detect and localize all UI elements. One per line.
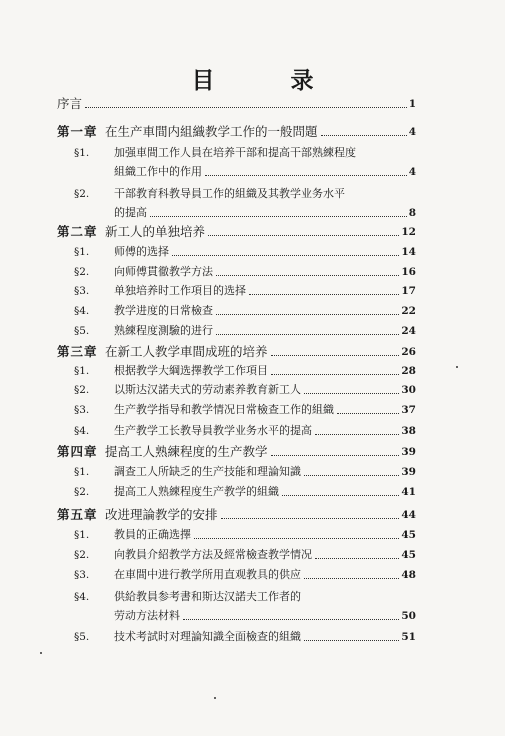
leader-dots bbox=[194, 537, 399, 539]
entry-title: 組織工作中的作用 bbox=[114, 165, 202, 178]
toc-section-entry bbox=[74, 206, 416, 220]
entry-title-line: 供給教員参考書和斯达汉諾夫工作者的 bbox=[114, 590, 301, 603]
entry-title: 教員的正确选擇 bbox=[114, 528, 191, 541]
leader-dots bbox=[304, 639, 399, 641]
leader-dots bbox=[337, 412, 399, 414]
toc-section-entry bbox=[74, 568, 416, 582]
leader-dots bbox=[183, 618, 399, 620]
page-number: 4 bbox=[408, 166, 416, 178]
toc-chapter-entry bbox=[57, 97, 416, 111]
toc-entry-first-line bbox=[74, 146, 356, 160]
page-number: 24 bbox=[401, 325, 416, 337]
toc-section-entry bbox=[74, 383, 416, 397]
section-number: §4. bbox=[74, 425, 90, 437]
toc-entry-first-line bbox=[74, 187, 345, 201]
toc-section-entry bbox=[74, 403, 416, 417]
page-number: 45 bbox=[401, 529, 416, 541]
toc-section-entry bbox=[74, 265, 416, 279]
entry-title: 在生产車間内組織教学工作的一般問題 bbox=[105, 124, 318, 139]
section-number: §2. bbox=[74, 188, 90, 200]
entry-title: 根据教学大綱选擇教学工作項目 bbox=[114, 364, 268, 377]
speck-mark bbox=[456, 366, 458, 368]
section-number: §3. bbox=[74, 404, 90, 416]
chapter-number: 第四章 bbox=[57, 444, 98, 459]
toc-section-entry bbox=[74, 548, 416, 562]
toc-section-entry bbox=[74, 630, 416, 644]
toc-section-entry bbox=[74, 165, 416, 179]
entry-title: 熟練程度測驗的进行 bbox=[114, 324, 213, 337]
entry-title: 技术考試时对理論知識全面檢查的組織 bbox=[114, 630, 301, 643]
page-number: 38 bbox=[401, 425, 416, 437]
toc-section-entry bbox=[74, 245, 416, 259]
toc-section-entry bbox=[74, 284, 416, 298]
entry-title: 提高工人熟練程度生产教学的組織 bbox=[114, 485, 279, 498]
entry-title: 新工人的单独培养 bbox=[105, 224, 206, 239]
entry-title: 生产教学指导和教学情况日常檢查工作的組織 bbox=[114, 403, 334, 416]
leader-dots bbox=[216, 313, 399, 315]
entry-title-line: 加强車間工作人員在培养干部和提高干部熟練程度 bbox=[114, 146, 356, 159]
page-number: 51 bbox=[401, 631, 416, 643]
entry-title: 以斯达汉諾夫式的劳动素养教育新工人 bbox=[114, 383, 301, 396]
chapter-number: 第一章 bbox=[57, 124, 98, 139]
page-number: 16 bbox=[401, 266, 416, 278]
toc-section-entry bbox=[74, 465, 416, 479]
page-number: 39 bbox=[401, 466, 416, 478]
page-number: 28 bbox=[401, 365, 416, 377]
toc-section-entry bbox=[74, 424, 416, 438]
leader-dots bbox=[282, 494, 399, 496]
toc-section-entry bbox=[74, 609, 416, 623]
entry-title: 序言 bbox=[57, 96, 83, 111]
page-number: 37 bbox=[401, 404, 416, 416]
section-number: §2. bbox=[74, 384, 90, 396]
toc-chapter-entry bbox=[57, 225, 416, 239]
section-number: §1. bbox=[74, 365, 90, 377]
toc-chapter-entry bbox=[57, 445, 416, 459]
section-number: §5. bbox=[74, 325, 90, 337]
section-number: §2. bbox=[74, 549, 90, 561]
entry-title: 单独培养时工作項目的选择 bbox=[114, 284, 246, 297]
section-number: §1. bbox=[74, 466, 90, 478]
page-number: 22 bbox=[401, 305, 416, 317]
leader-dots bbox=[315, 433, 399, 435]
leader-dots bbox=[172, 254, 399, 256]
page-number: 17 bbox=[401, 285, 416, 297]
toc-section-entry bbox=[74, 364, 416, 378]
leader-dots bbox=[321, 134, 407, 136]
entry-title: 在車間中进行教学所用直观教具的供应 bbox=[114, 568, 301, 581]
entry-title: 劳动方法材料 bbox=[114, 609, 180, 622]
page-number: 12 bbox=[401, 226, 416, 238]
page-number: 48 bbox=[401, 569, 416, 581]
entry-title: 調查工人所缺乏的生产技能和理論知識 bbox=[114, 465, 301, 478]
page-number: 45 bbox=[401, 549, 416, 561]
leader-dots bbox=[221, 517, 400, 519]
section-number: §4. bbox=[74, 591, 90, 603]
entry-title: 改进理論教学的安排 bbox=[105, 507, 218, 522]
section-number: §5. bbox=[74, 631, 90, 643]
chapter-number: 第三章 bbox=[57, 344, 98, 359]
toc-section-entry bbox=[74, 304, 416, 318]
entry-title: 的提高 bbox=[114, 206, 147, 219]
entry-title: 师傅的选择 bbox=[114, 245, 169, 258]
leader-dots bbox=[315, 557, 399, 559]
chapter-number: 第五章 bbox=[57, 507, 98, 522]
section-number: §1. bbox=[74, 246, 90, 258]
entry-title-line: 干部教育科教导員工作的組織及其教学业务水平 bbox=[114, 187, 345, 200]
page-number: 30 bbox=[401, 384, 416, 396]
section-number: §4. bbox=[74, 305, 90, 317]
page-number: 14 bbox=[401, 246, 416, 258]
leader-dots bbox=[271, 454, 400, 456]
speck-mark bbox=[40, 652, 42, 654]
speck-mark bbox=[214, 697, 216, 699]
leader-dots bbox=[271, 354, 400, 356]
toc-chapter-entry bbox=[57, 345, 416, 359]
toc-section-entry bbox=[74, 528, 416, 542]
chapter-number: 第二章 bbox=[57, 224, 98, 239]
page-number: 39 bbox=[401, 446, 416, 458]
leader-dots bbox=[271, 373, 399, 375]
toc-chapter-entry bbox=[57, 508, 416, 522]
page-number: 26 bbox=[401, 346, 416, 358]
page-number: 4 bbox=[408, 126, 416, 138]
toc-section-entry bbox=[74, 485, 416, 499]
entry-title: 向师傅貫徹教学方法 bbox=[114, 265, 213, 278]
section-number: §2. bbox=[74, 486, 90, 498]
leader-dots bbox=[208, 234, 399, 236]
page-number: 41 bbox=[401, 486, 416, 498]
leader-dots bbox=[150, 215, 407, 217]
page-number: 44 bbox=[401, 509, 416, 521]
leader-dots bbox=[304, 577, 399, 579]
entry-title: 向教員介紹教学方法及經常檢查教学情况 bbox=[114, 548, 312, 561]
section-number: §3. bbox=[74, 285, 90, 297]
toc-section-entry bbox=[74, 324, 416, 338]
entry-title: 生产教学工长教导員教学业务水平的提高 bbox=[114, 424, 312, 437]
leader-dots bbox=[216, 274, 399, 276]
leader-dots bbox=[249, 293, 399, 295]
leader-dots bbox=[216, 333, 399, 335]
toc-entry-first-line bbox=[74, 590, 301, 604]
leader-dots bbox=[85, 106, 407, 108]
page-number: 8 bbox=[408, 207, 416, 219]
section-number: §3. bbox=[74, 569, 90, 581]
page-number: 50 bbox=[401, 610, 416, 622]
toc-chapter-entry bbox=[57, 125, 416, 139]
leader-dots bbox=[205, 174, 407, 176]
page-title: 目 录 bbox=[191, 67, 348, 94]
entry-title: 提高工人熟練程度的生产教学 bbox=[105, 444, 268, 459]
page-number: 1 bbox=[408, 98, 416, 110]
section-number: §1. bbox=[74, 529, 90, 541]
section-number: §1. bbox=[74, 147, 90, 159]
entry-title: 在新工人教学車間成班的培养 bbox=[105, 344, 268, 359]
entry-title: 教学进度的日常檢查 bbox=[114, 304, 213, 317]
leader-dots bbox=[304, 392, 399, 394]
leader-dots bbox=[304, 474, 399, 476]
section-number: §2. bbox=[74, 266, 90, 278]
